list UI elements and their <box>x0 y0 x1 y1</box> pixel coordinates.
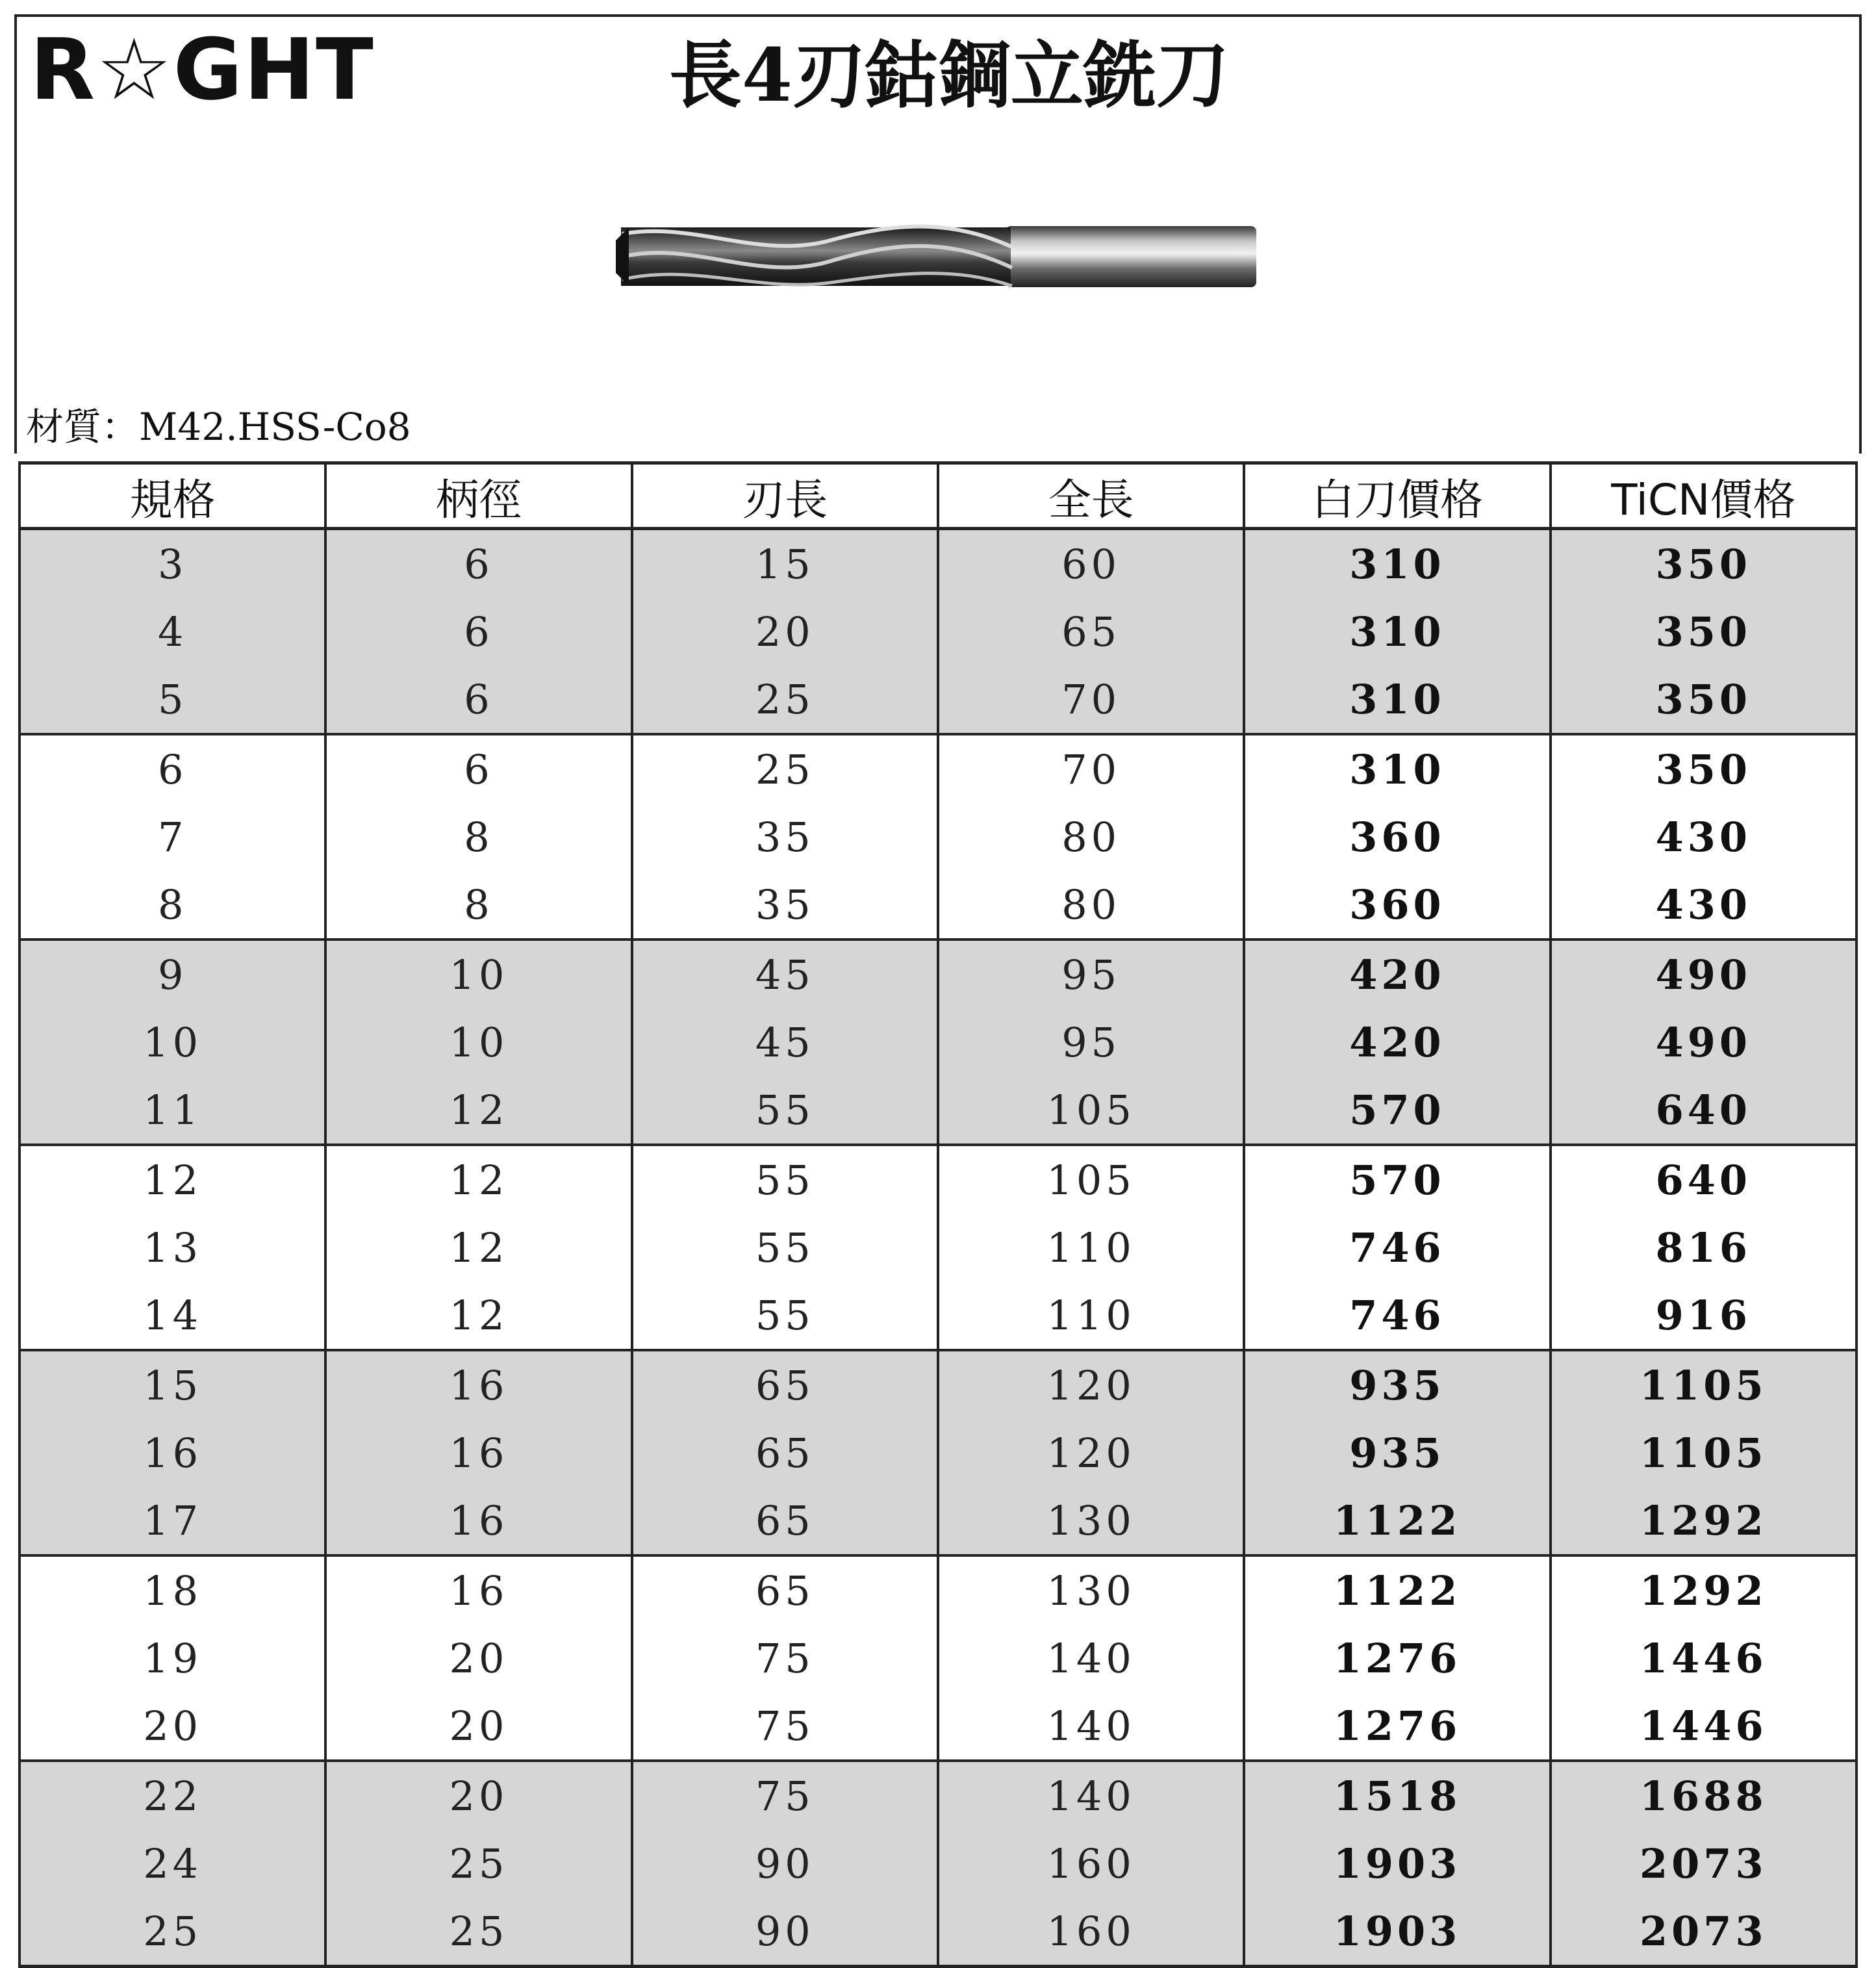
table-row <box>19 1076 1857 1145</box>
table-row <box>19 1008 1857 1076</box>
col-header-shank-dia: 柄徑 <box>325 463 631 529</box>
cell-shank-dia: 20 <box>325 1761 631 1830</box>
cell-bright-price: 310 <box>1244 665 1550 734</box>
cell-flute-length: 55 <box>632 1145 938 1214</box>
cell-bright-price: 360 <box>1244 803 1550 871</box>
cell-bright-price: 1903 <box>1244 1830 1550 1897</box>
cell-shank-dia: 10 <box>325 1008 631 1076</box>
col-header-overall-length: 全長 <box>938 463 1244 529</box>
cell-shank-dia: 10 <box>325 939 631 1008</box>
cell-ticn-price: 1105 <box>1551 1419 1857 1487</box>
cell-ticn-price: 640 <box>1551 1076 1857 1145</box>
cell-flute-length: 65 <box>632 1350 938 1419</box>
cell-shank-dia: 12 <box>325 1145 631 1214</box>
table-row <box>19 1350 1857 1419</box>
cell-spec: 4 <box>19 598 325 665</box>
table-row <box>19 529 1857 598</box>
cell-bright-price: 360 <box>1244 871 1550 939</box>
brand-logo: R☆GHT <box>30 20 375 119</box>
cell-bright-price: 935 <box>1244 1350 1550 1419</box>
cell-ticn-price: 1446 <box>1551 1624 1857 1692</box>
cell-ticn-price: 2073 <box>1551 1897 1857 1967</box>
cell-shank-dia: 25 <box>325 1897 631 1967</box>
cell-ticn-price: 640 <box>1551 1145 1857 1214</box>
cell-flute-length: 90 <box>632 1830 938 1897</box>
cell-spec: 14 <box>19 1281 325 1350</box>
cell-overall-length: 105 <box>938 1145 1244 1214</box>
cell-ticn-price: 490 <box>1551 1008 1857 1076</box>
cell-flute-length: 55 <box>632 1076 938 1145</box>
cell-shank-dia: 20 <box>325 1624 631 1692</box>
cell-overall-length: 110 <box>938 1214 1244 1281</box>
cell-flute-length: 45 <box>632 939 938 1008</box>
col-header-flute-length: 刃長 <box>632 463 938 529</box>
cell-bright-price: 310 <box>1244 529 1550 598</box>
cell-flute-length: 75 <box>632 1692 938 1761</box>
cell-overall-length: 120 <box>938 1419 1244 1487</box>
cell-spec: 20 <box>19 1692 325 1761</box>
cell-bright-price: 746 <box>1244 1214 1550 1281</box>
table-row <box>19 803 1857 871</box>
cell-ticn-price: 2073 <box>1551 1830 1857 1897</box>
table-row <box>19 871 1857 939</box>
cell-spec: 17 <box>19 1487 325 1555</box>
cell-shank-dia: 8 <box>325 803 631 871</box>
cell-bright-price: 420 <box>1244 939 1550 1008</box>
cell-overall-length: 120 <box>938 1350 1244 1419</box>
table-row <box>19 1214 1857 1281</box>
cell-spec: 3 <box>19 529 325 598</box>
cell-ticn-price: 1688 <box>1551 1761 1857 1830</box>
cell-overall-length: 130 <box>938 1555 1244 1624</box>
cell-bright-price: 570 <box>1244 1145 1550 1214</box>
cell-spec: 15 <box>19 1350 325 1419</box>
table-row <box>19 1830 1857 1897</box>
table-row <box>19 665 1857 734</box>
cell-shank-dia: 6 <box>325 665 631 734</box>
cell-ticn-price: 1105 <box>1551 1350 1857 1419</box>
long-4-flute-end-mill-icon <box>616 221 1260 292</box>
table-row <box>19 1555 1857 1624</box>
cell-flute-length: 65 <box>632 1419 938 1487</box>
cell-shank-dia: 16 <box>325 1555 631 1624</box>
cell-shank-dia: 16 <box>325 1419 631 1487</box>
cell-ticn-price: 350 <box>1551 665 1857 734</box>
cell-spec: 16 <box>19 1419 325 1487</box>
table-row <box>19 939 1857 1008</box>
cell-ticn-price: 1446 <box>1551 1692 1857 1761</box>
cell-overall-length: 80 <box>938 871 1244 939</box>
cell-ticn-price: 350 <box>1551 598 1857 665</box>
cell-flute-length: 20 <box>632 598 938 665</box>
cell-overall-length: 60 <box>938 529 1244 598</box>
cell-spec: 8 <box>19 871 325 939</box>
cell-bright-price: 1276 <box>1244 1692 1550 1761</box>
cell-spec: 12 <box>19 1145 325 1214</box>
cell-overall-length: 95 <box>938 939 1244 1008</box>
cell-ticn-price: 350 <box>1551 734 1857 803</box>
table-row <box>19 1692 1857 1761</box>
cell-spec: 25 <box>19 1897 325 1967</box>
cell-flute-length: 25 <box>632 734 938 803</box>
cell-shank-dia: 12 <box>325 1281 631 1350</box>
cell-bright-price: 1518 <box>1244 1761 1550 1830</box>
cell-flute-length: 65 <box>632 1487 938 1555</box>
cell-overall-length: 140 <box>938 1624 1244 1692</box>
cell-flute-length: 55 <box>632 1281 938 1350</box>
cell-ticn-price: 350 <box>1551 529 1857 598</box>
cell-flute-length: 15 <box>632 529 938 598</box>
table-row <box>19 734 1857 803</box>
table-header-row <box>19 463 1857 529</box>
cell-shank-dia: 16 <box>325 1350 631 1419</box>
cell-overall-length: 105 <box>938 1076 1244 1145</box>
cell-flute-length: 35 <box>632 871 938 939</box>
cell-shank-dia: 6 <box>325 734 631 803</box>
cell-ticn-price: 430 <box>1551 871 1857 939</box>
cell-overall-length: 110 <box>938 1281 1244 1350</box>
cell-spec: 9 <box>19 939 325 1008</box>
col-header-bright-price: 白刀價格 <box>1244 463 1550 529</box>
cell-ticn-price: 816 <box>1551 1214 1857 1281</box>
cell-ticn-price: 430 <box>1551 803 1857 871</box>
cell-shank-dia: 25 <box>325 1830 631 1897</box>
cell-spec: 10 <box>19 1008 325 1076</box>
cell-flute-length: 75 <box>632 1624 938 1692</box>
cell-overall-length: 140 <box>938 1692 1244 1761</box>
cell-overall-length: 70 <box>938 665 1244 734</box>
cell-overall-length: 130 <box>938 1487 1244 1555</box>
cell-shank-dia: 8 <box>325 871 631 939</box>
cell-overall-length: 80 <box>938 803 1244 871</box>
cell-bright-price: 1122 <box>1244 1487 1550 1555</box>
cell-shank-dia: 12 <box>325 1076 631 1145</box>
cell-flute-length: 25 <box>632 665 938 734</box>
cell-shank-dia: 20 <box>325 1692 631 1761</box>
cell-bright-price: 1276 <box>1244 1624 1550 1692</box>
table-row <box>19 1761 1857 1830</box>
table-row <box>19 1419 1857 1487</box>
cell-flute-length: 35 <box>632 803 938 871</box>
spec-price-table <box>18 461 1858 1968</box>
cell-spec: 19 <box>19 1624 325 1692</box>
cell-overall-length: 140 <box>938 1761 1244 1830</box>
cell-shank-dia: 6 <box>325 598 631 665</box>
cell-ticn-price: 490 <box>1551 939 1857 1008</box>
col-header-spec: 規格 <box>19 463 325 529</box>
cell-spec: 11 <box>19 1076 325 1145</box>
cell-shank-dia: 6 <box>325 529 631 598</box>
cell-bright-price: 570 <box>1244 1076 1550 1145</box>
cell-bright-price: 420 <box>1244 1008 1550 1076</box>
cell-overall-length: 95 <box>938 1008 1244 1076</box>
cell-flute-length: 55 <box>632 1214 938 1281</box>
cell-overall-length: 70 <box>938 734 1244 803</box>
col-header-ticn-price: TiCN價格 <box>1551 463 1857 529</box>
cell-ticn-price: 1292 <box>1551 1555 1857 1624</box>
cell-flute-length: 90 <box>632 1897 938 1967</box>
cell-bright-price: 746 <box>1244 1281 1550 1350</box>
cell-flute-length: 65 <box>632 1555 938 1624</box>
cell-spec: 18 <box>19 1555 325 1624</box>
cell-ticn-price: 1292 <box>1551 1487 1857 1555</box>
cell-shank-dia: 12 <box>325 1214 631 1281</box>
cell-bright-price: 310 <box>1244 734 1550 803</box>
cell-spec: 7 <box>19 803 325 871</box>
cell-ticn-price: 916 <box>1551 1281 1857 1350</box>
cell-overall-length: 160 <box>938 1897 1244 1967</box>
cell-flute-length: 45 <box>632 1008 938 1076</box>
cell-spec: 13 <box>19 1214 325 1281</box>
cell-overall-length: 65 <box>938 598 1244 665</box>
cell-bright-price: 935 <box>1244 1419 1550 1487</box>
cell-overall-length: 160 <box>938 1830 1244 1897</box>
table-row <box>19 1897 1857 1967</box>
cell-shank-dia: 16 <box>325 1487 631 1555</box>
table-row <box>19 1145 1857 1214</box>
cell-spec: 5 <box>19 665 325 734</box>
cell-bright-price: 1903 <box>1244 1897 1550 1967</box>
cell-spec: 22 <box>19 1761 325 1830</box>
table-row <box>19 1487 1857 1555</box>
table-row <box>19 598 1857 665</box>
page-title: 長4刃鈷鋼立銑刀 <box>669 33 1229 118</box>
cell-flute-length: 75 <box>632 1761 938 1830</box>
cell-bright-price: 310 <box>1244 598 1550 665</box>
cell-spec: 24 <box>19 1830 325 1897</box>
cell-bright-price: 1122 <box>1244 1555 1550 1624</box>
table-row <box>19 1624 1857 1692</box>
material-label: 材質：M42.HSS-Co8 <box>26 405 411 449</box>
table-row <box>19 1281 1857 1350</box>
cell-spec: 6 <box>19 734 325 803</box>
